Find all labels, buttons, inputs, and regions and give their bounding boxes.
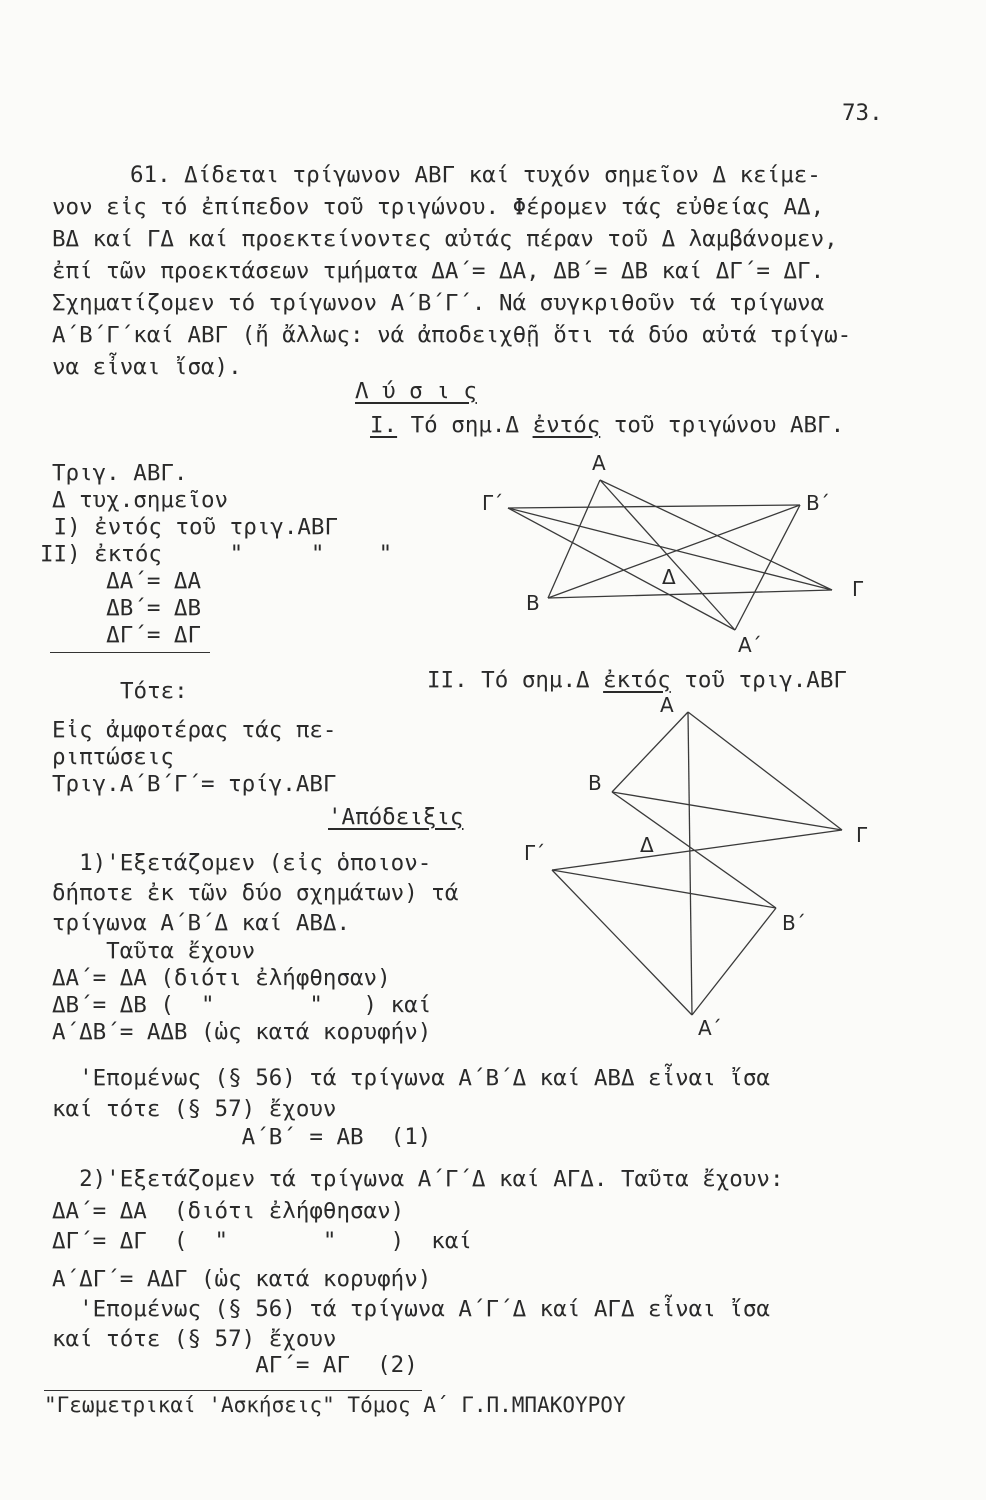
segment-BG — [548, 590, 832, 598]
segment-AB — [612, 712, 688, 792]
label-A: Α — [592, 451, 606, 475]
proof-line: 1)'Εξετάζομεν (εἰς ὁποιον- — [52, 850, 432, 876]
label-B1: Β΄ — [806, 491, 830, 515]
proof-line: Ταῦτα ἔχουν — [52, 938, 256, 964]
segment-BG — [612, 792, 842, 830]
proof-line: 'Επομένως (§ 56) τά τρίγωνα Α΄Β΄Δ καί ΑΒΔ εἶναι ἴσα — [52, 1065, 770, 1091]
conclusion-line: ριπτώσεις — [52, 744, 174, 770]
proof-line: τρίγωνα Α΄Β΄Δ καί ΑΒΔ. — [52, 910, 351, 936]
problem-line: 61. Δίδεται τρίγωνον ΑΒΓ καί τυχόν σημεῖον Δ κείμε- — [130, 162, 821, 188]
label-A1: Α΄ — [738, 633, 762, 657]
proof-line: καί τότε (§ 57) ἔχουν — [52, 1096, 337, 1122]
segment-AB — [548, 480, 600, 598]
proof-line: ΔΑ΄= ΔΑ (διότι ἐλήφθησαν) — [52, 1198, 405, 1224]
problem-line: νον εἰς τό ἐπίπεδον τοῦ τριγώνου. Φέρομεν τάς εὐθείας ΑΔ, — [52, 194, 825, 220]
given-line: Τριγ. ΑΒΓ. — [52, 460, 188, 486]
given-line: Ι) ἐντός τοῦ τριγ.ΑΒΓ — [40, 514, 339, 540]
case-1-heading: Ι. Τό σημ.Δ ἐντός τοῦ τριγώνου ΑΒΓ. — [370, 412, 845, 438]
segment-G1B1 — [552, 870, 776, 908]
proof-line: Α΄Β΄ = ΑΒ (1) — [52, 1124, 432, 1150]
figure-1 — [482, 451, 864, 657]
segment-GA — [600, 480, 832, 590]
label-D: Δ — [662, 565, 676, 589]
problem-line: να εἶναι ἴσα). — [52, 354, 242, 380]
label-B: Β — [588, 771, 602, 795]
proof-line: 2)'Εξετάζομεν τά τρίγωνα Α΄Γ΄Δ καί ΑΓΔ. Ταῦτα ἔχουν: — [52, 1166, 784, 1192]
problem-line: ΒΔ καί ΓΔ καί προεκτείνοντες αὐτάς πέραν τοῦ Δ λαμβάνομεν, — [52, 226, 838, 252]
segment-A1G1 — [508, 508, 735, 630]
label-G: Γ — [856, 823, 868, 847]
label-D: Δ — [640, 833, 654, 857]
proof-heading: 'Απόδειξις — [328, 804, 464, 830]
figure-2 — [524, 693, 868, 1040]
proof-line: ΔΒ΄= ΔΒ ( " " ) καί — [52, 992, 432, 1018]
segment-GA — [688, 712, 842, 830]
page-number: 73. — [842, 100, 883, 126]
label-A1: Α΄ — [698, 1016, 722, 1040]
proof-line: ΑΓ΄= ΑΓ (2) — [52, 1352, 418, 1378]
given-line: ΔΒ΄= ΔΒ — [52, 595, 202, 621]
segment-AA1 — [688, 712, 692, 1015]
label-G1: Γ΄ — [524, 841, 546, 865]
given-line: Δ τυχ.σημεῖον — [52, 487, 229, 513]
footer-citation: "Γεωμετρικαί 'Ασκήσεις" Τόμος Α΄ Γ.Π.ΜΠΑΚΟΥΡΟΥ — [44, 1393, 626, 1417]
label-G1: Γ΄ — [482, 491, 504, 515]
problem-line: Α΄Β΄Γ΄καί ΑΒΓ (ἤ ἄλλως: νά ἀποδειχθῇ ὅτι τά δύο αὐτά τρίγω- — [52, 322, 852, 348]
problem-line: ἐπί τῶν προεκτάσεων τμήματα ΔΑ΄= ΔΑ, ΔΒ΄= ΔΒ καί ΔΓ΄= ΔΓ. — [52, 258, 825, 284]
conclusion-line: Εἰς ἀμφοτέρας τάς πε- — [52, 717, 337, 743]
case-2-heading: ΙΙ. Τό σημ.Δ ἐκτός τοῦ τριγ.ΑΒΓ — [427, 667, 847, 693]
label-B: Β — [526, 591, 540, 615]
proof-line: 'Επομένως (§ 56) τά τρίγωνα Α΄Γ΄Δ καί ΑΓΔ εἶναι ἴσα — [52, 1296, 770, 1322]
label-G: Γ — [852, 577, 864, 601]
then-label: Τότε: — [120, 678, 188, 704]
solution-heading: Λ ύ σ ι ς — [355, 378, 477, 404]
segment-A1G1 — [552, 870, 692, 1015]
label-A: Α — [660, 693, 674, 717]
proof-line: ΔΓ΄= ΔΓ ( " " ) καί — [52, 1228, 472, 1254]
given-line: ΔΑ΄= ΔΑ — [52, 568, 202, 594]
segment-B1A1 — [692, 908, 776, 1015]
proof-line: Α΄ΔΓ΄= ΑΔΓ (ὡς κατά κορυφήν) — [52, 1266, 432, 1292]
given-line: ΔΓ΄= ΔΓ — [52, 622, 202, 648]
segment-GG1 — [552, 830, 842, 870]
label-B1: Β΄ — [782, 911, 806, 935]
conclusion-line: Τριγ.Α΄Β΄Γ΄= τρίγ.ΑΒΓ — [52, 771, 337, 797]
problem-line: Σχηματίζομεν τό τρίγωνον Α΄Β΄Γ΄. Νά συγκριθοῦν τά τρίγωνα — [52, 290, 825, 316]
proof-line: δήποτε ἐκ τῶν δύο σχημάτων) τά — [52, 880, 459, 906]
proof-line: ΔΑ΄= ΔΑ (διότι ἐλήφθησαν) — [52, 965, 391, 991]
given-line: ΙΙ) ἐκτός " " " — [40, 541, 393, 567]
proof-line: καί τότε (§ 57) ἔχουν — [52, 1326, 337, 1352]
segment-AA1 — [600, 480, 735, 630]
proof-line: Α΄ΔΒ΄= ΑΔΒ (ὡς κατά κορυφήν) — [52, 1019, 432, 1045]
